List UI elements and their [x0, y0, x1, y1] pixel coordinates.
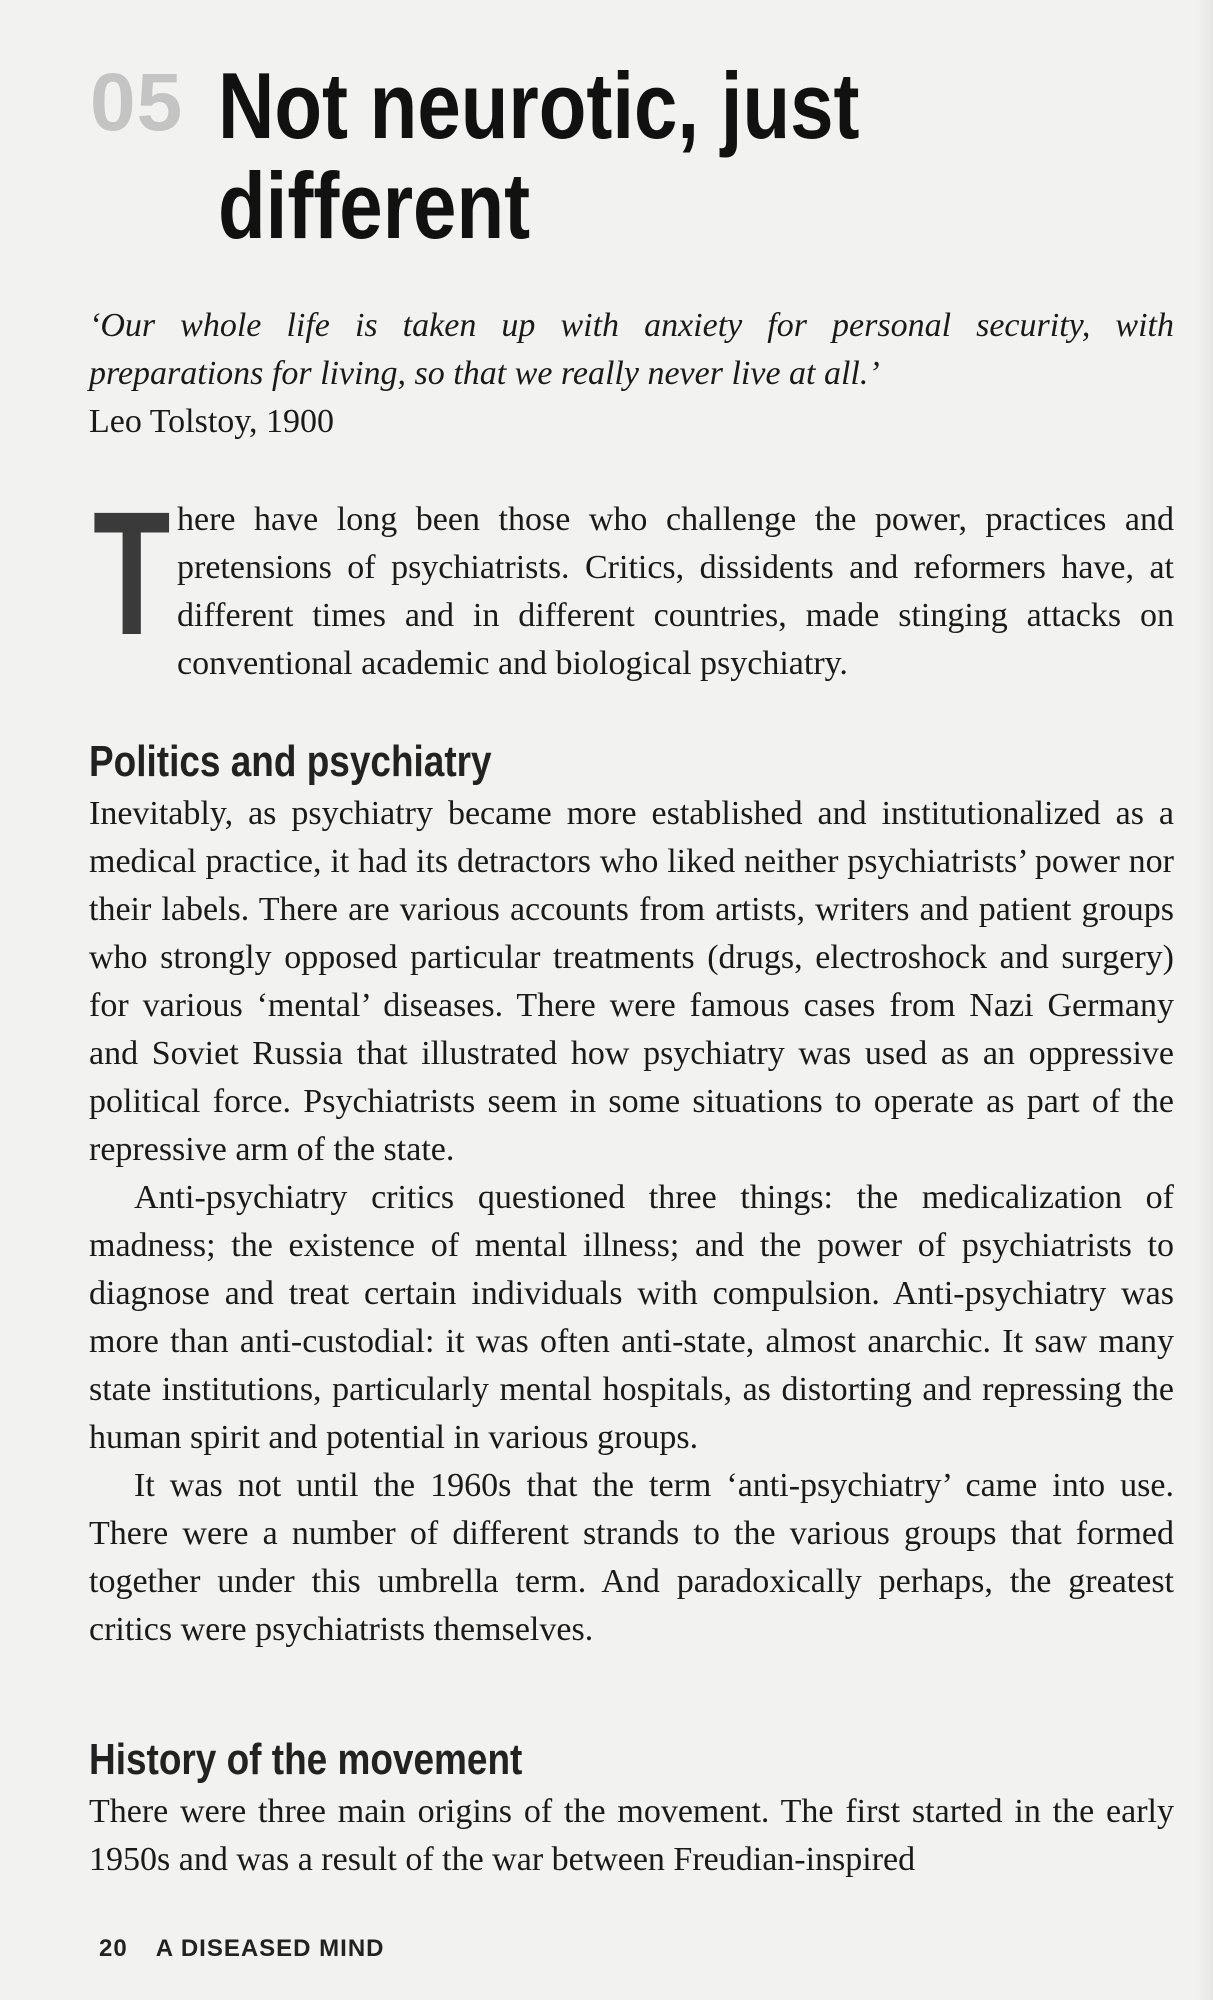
running-title: A DISEASED MIND — [155, 1935, 385, 1962]
epigraph — [89, 302, 1174, 446]
section-body-politics — [89, 790, 1174, 1654]
epigraph-text: ‘Our whole life is taken up with anxiety for personal security, with preparations for living, so that we really never live at all.’ — [89, 307, 1174, 392]
page-number: 20 — [99, 1935, 128, 1962]
chapter-title: Not neurotic, just different — [218, 53, 860, 258]
page-footer — [99, 1935, 385, 1963]
section-heading-politics: Politics and psychiatry — [89, 737, 492, 786]
section-body-history — [89, 1788, 1174, 1884]
paragraph: There were three main origins of the movement. The first started in the early 1950s and was a result of the war between Freudian-inspired — [89, 1793, 1174, 1878]
paragraph: Inevitably, as psychiatry became more established and institutionalized as a medical practice, it had its detractors who liked neither psychiatrists’ power nor their labels. There are various accounts from artists, writers and patient groups who strongly opposed particular treatments (drugs, electroshock and surgery) for various ‘mental’ diseases. There were famous cases from Nazi Germany and Soviet Russia that illustrated how psychiatry was used as an oppressive political force. Psychiatrists seem in some situations to operate as part of the repressive arm of the state. — [89, 795, 1174, 1168]
section-heading-history: History of the movement — [89, 1735, 523, 1784]
page-edge-shadow — [1196, 0, 1213, 2000]
paragraph: Anti-psychiatry critics questioned three things: the medicalization of madness; the existence of mental illness; and the power of psychiatrists to diagnose and treat certain individuals with compulsion. Anti-psychiatry was more than anti-custodial: it was often anti-state, almost anarchic. It saw many state institutions, particularly mental hospitals, as distorting and repressing the human spirit and potential in various groups. — [89, 1179, 1174, 1456]
intro-text: here have long been those who challenge the power, practices and pretensions of psychiatrists. Critics, dissidents and reformers have, at different times and in different countries, made stinging attacks on conventional academic and biological psychiatry. — [177, 501, 1174, 682]
paragraph: It was not until the 1960s that the term ‘anti-psychiatry’ came into use. There were a number of different strands to the various groups that formed together under this umbrella term. And paradoxically perhaps, the greatest critics were psychiatrists themselves. — [89, 1467, 1174, 1648]
intro-paragraph — [89, 476, 1174, 688]
drop-cap: T — [93, 476, 171, 672]
epigraph-author: Leo Tolstoy, 1900 — [89, 403, 335, 440]
chapter-number: 05 — [90, 57, 184, 148]
